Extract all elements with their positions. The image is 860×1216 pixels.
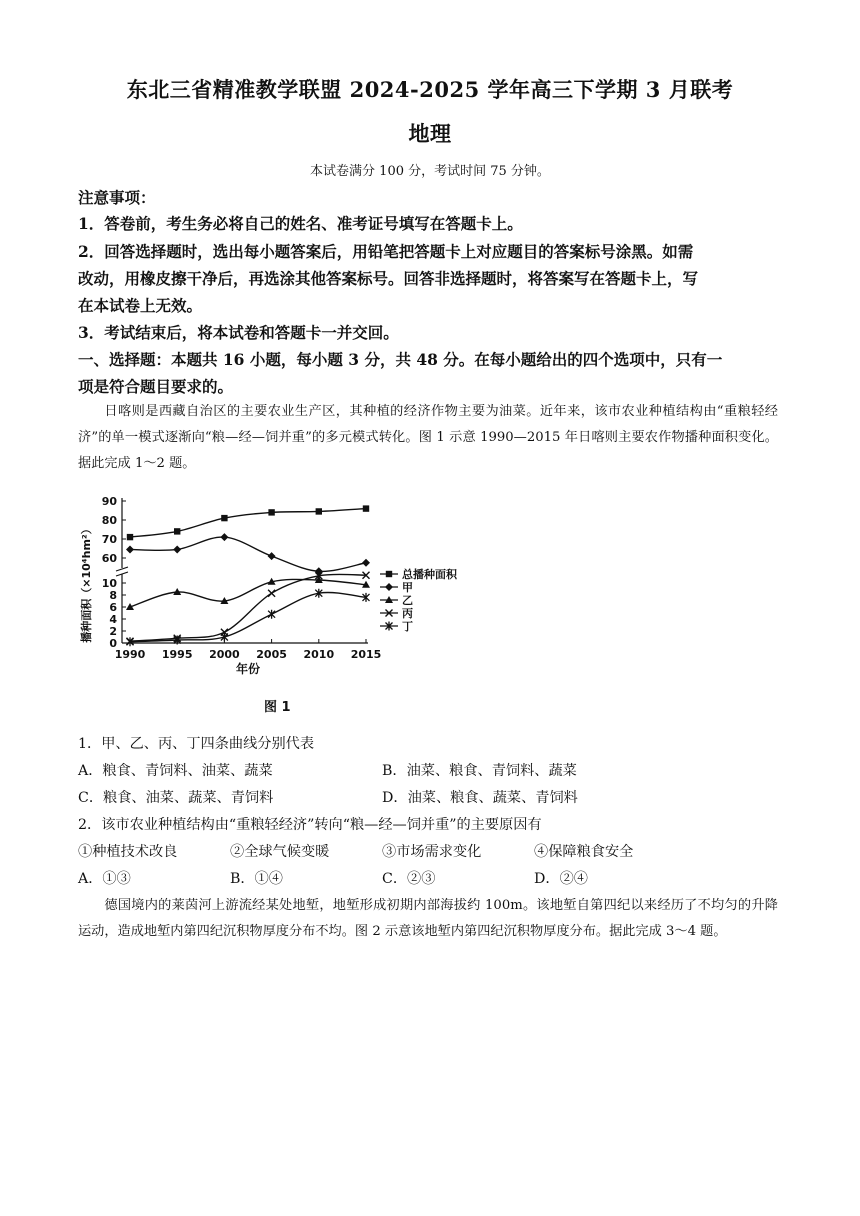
- y-tick-label: 90: [101, 495, 117, 508]
- y-tick-label: 60: [101, 552, 117, 565]
- passage-2: 德国境内的莱茵河上游流经某处地堑，地堑形成初期内部海拔约 100m。该地堑自第四纪以来经历了不均匀的升降运动，造成地堑内第四纪沉积物厚度分布不均。图 2 示意该地堑内第四纪沉积物厚度分布。据此完成 3～4 题。: [78, 898, 778, 939]
- section-heading: 项是符合题目要求的。: [78, 377, 234, 396]
- series-line: [130, 592, 366, 641]
- note-item: 3．考试结束后，将本试卷和答题卡一并交回。: [78, 323, 399, 342]
- legend-label: 丁: [402, 620, 413, 633]
- data-point-square: [386, 571, 392, 577]
- x-axis-label: 年份: [235, 662, 261, 676]
- note-item: 在本试卷上无效。: [78, 296, 203, 315]
- q2-option-c: C．②③: [382, 871, 436, 887]
- series-line: [130, 574, 366, 641]
- q1-option-c: C．粮食、油菜、蔬菜、青饲料: [78, 790, 274, 806]
- data-point-diamond: [315, 567, 323, 575]
- q1-option-a: A．粮食、青饲料、油菜、蔬菜: [78, 763, 273, 779]
- section-heading: 一、选择题：本题共 16 小题，每小题 3 分，共 48 分。在每小题给出的四个选项中，只有一: [78, 350, 723, 369]
- q1-option-d: D．油菜、粮食、蔬菜、青饲料: [382, 790, 578, 806]
- y-tick-label: 70: [101, 533, 117, 546]
- subject-title: 地理: [408, 121, 452, 146]
- passage-1: 日喀则是西藏自治区的主要农业生产区，其种植的经济作物主要为油菜。近年来，该市农业种植结构由“重粮轻经济”的单一模式逐渐向“粮—经—饲并重”的多元模式转化。图 1 示意 1990—2015 年日喀则主要农作物播种面积变化。据此完成 1～2 题。: [78, 404, 778, 471]
- legend-label: 总播种面积: [402, 568, 457, 581]
- figure-caption: 图 1: [264, 700, 291, 715]
- legend-label: 乙: [402, 594, 413, 607]
- note-item: 改动，用橡皮擦干净后，再选涂其他答案标号。回答非选择题时，将答案写在答题卡上，写: [78, 269, 699, 288]
- x-tick-label: 1995: [161, 648, 193, 661]
- q2-option-b: B．①④: [230, 871, 283, 887]
- q2-factor: ③市场需求变化: [382, 844, 482, 860]
- data-point-diamond: [220, 533, 228, 541]
- data-point-square: [316, 508, 322, 514]
- series-line: [130, 537, 366, 571]
- x-tick-label: 2010: [303, 648, 335, 661]
- q2-factor: ②全球气候变暖: [230, 844, 330, 860]
- y-tick-label: 6: [109, 601, 117, 614]
- data-point-square: [127, 534, 133, 540]
- data-point-square: [268, 509, 274, 515]
- exam-info: 本试卷满分 100 分，考试时间 75 分钟。: [310, 164, 550, 179]
- question-1-stem: 1．甲、乙、丙、丁四条曲线分别代表: [78, 736, 315, 752]
- y-tick-label: 80: [101, 514, 117, 527]
- y-axis-label: 播种面积（×10⁴hm²）: [80, 523, 93, 643]
- y-tick-label: 0: [109, 637, 117, 650]
- y-tick-label: 8: [109, 589, 117, 602]
- series-line: [130, 509, 366, 537]
- q2-option-d: D．②④: [534, 871, 588, 887]
- data-point-square: [221, 515, 227, 521]
- data-point-diamond: [268, 552, 276, 560]
- question-2-stem: 2．该市农业种植结构由“重粮轻经济”转向“粮—经—饲并重”的主要原因有: [78, 817, 542, 833]
- legend-label: 丙: [402, 607, 413, 620]
- y-tick-label: 10: [101, 577, 117, 590]
- x-tick-label: 2005: [256, 648, 287, 661]
- y-tick-label: 4: [109, 613, 117, 626]
- q1-option-b: B．油菜、粮食、青饲料、蔬菜: [382, 763, 577, 779]
- data-point-diamond: [385, 583, 393, 591]
- crop-area-chart: [78, 488, 457, 688]
- q2-factor: ④保障粮食安全: [534, 844, 634, 860]
- notes-heading: 注意事项：: [78, 188, 156, 207]
- x-tick-label: 2015: [350, 648, 382, 661]
- exam-title: 东北三省精准教学联盟 2024-2025 学年高三下学期 3 月联考: [126, 77, 734, 102]
- x-tick-label: 1990: [114, 648, 146, 661]
- data-point-star: [268, 610, 275, 619]
- note-item: 2．回答选择题时，选出每小题答案后，用铅笔把答题卡上对应题目的答案标号涂黑。如需: [78, 242, 694, 261]
- data-point-square: [363, 505, 369, 511]
- data-point-x: [268, 590, 275, 597]
- legend-label: 甲: [402, 581, 413, 594]
- q2-option-a: A．①③: [78, 871, 131, 887]
- note-item: 1．答卷前，考生务必将自己的姓名、准考证号填写在答题卡上。: [78, 214, 523, 233]
- q2-factor: ①种植技术改良: [78, 844, 178, 860]
- data-point-diamond: [362, 559, 370, 567]
- x-tick-label: 2000: [209, 648, 240, 661]
- data-point-diamond: [173, 545, 181, 553]
- data-point-square: [174, 528, 180, 534]
- data-point-diamond: [126, 545, 134, 553]
- y-tick-label: 2: [109, 625, 117, 638]
